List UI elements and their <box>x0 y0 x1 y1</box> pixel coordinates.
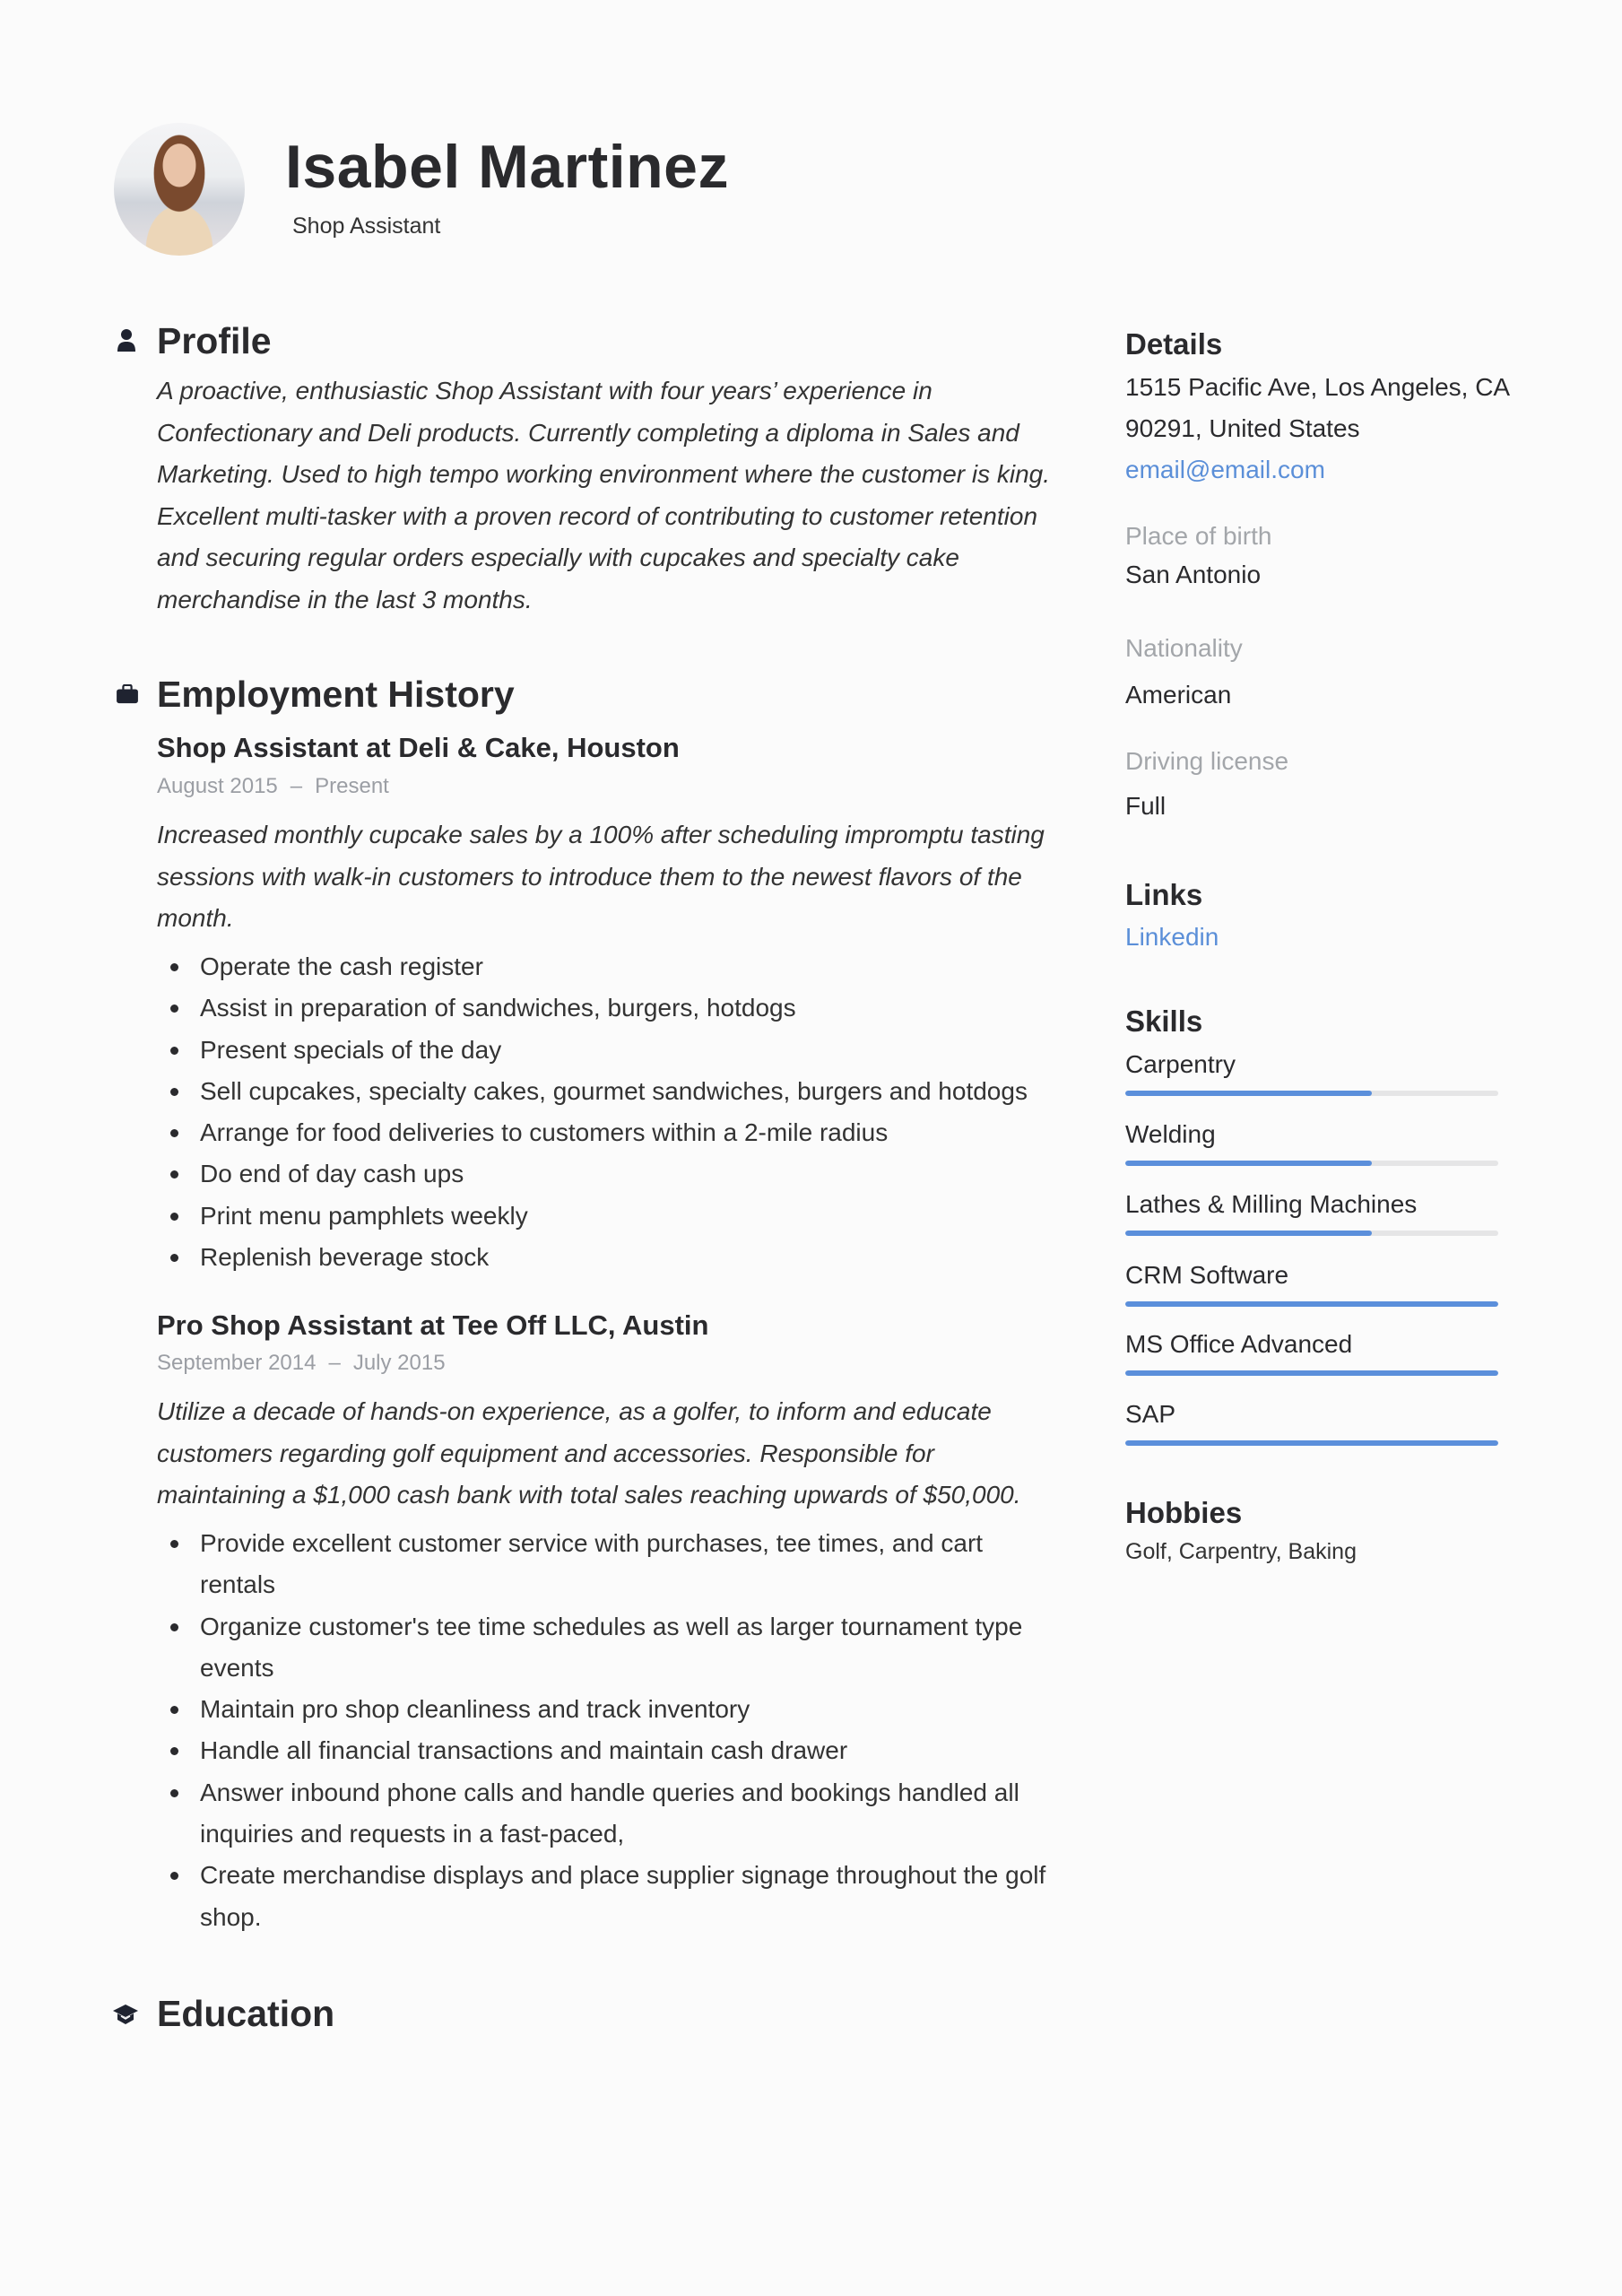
details-heading: Details <box>1125 327 1223 361</box>
section-heading-education: Education <box>157 1993 335 2034</box>
linkedin-link[interactable]: Linkedin <box>1125 923 1219 951</box>
place-of-birth-value: San Antonio <box>1125 561 1262 588</box>
job-start-date: August 2015 <box>157 774 278 798</box>
list-item: Sell cupcakes, specialty cakes, gourmet sandwiches, burgers and hotdogs <box>157 1071 1063 1112</box>
skill-level-bar <box>1125 1301 1498 1307</box>
address-line-1: 1515 Pacific Ave, Los Angeles, CA <box>1125 373 1511 401</box>
skill-name: Welding <box>1125 1120 1216 1148</box>
list-item: Arrange for food deliveries to customers within a 2-mile radius <box>157 1112 1063 1153</box>
person-icon <box>117 328 141 358</box>
nationality-label: Nationality <box>1125 634 1243 662</box>
job-start-date: September 2014 <box>157 1351 317 1375</box>
job-entry-summary: Utilize a decade of hands-on experience, as a golfer, to inform and educate customers regarding golf equipment and accessories. Responsible for maintaining a $1,000 cash bank with total sales reaching upwards of $50,000. <box>157 1397 1021 1509</box>
skill-level-bar <box>1125 1440 1498 1446</box>
skill-level-fill <box>1125 1231 1372 1236</box>
skill-level-fill <box>1125 1301 1498 1307</box>
place-of-birth-label: Place of birth <box>1125 522 1272 550</box>
job-entry-dates <box>157 776 389 797</box>
list-item: Replenish beverage stock <box>157 1237 1063 1278</box>
skills-heading: Skills <box>1125 1004 1203 1038</box>
section-heading-employment: Employment History <box>157 674 515 715</box>
date-separator: – <box>328 1351 341 1375</box>
skill-name: Carpentry <box>1125 1050 1236 1078</box>
driving-license-label: Driving license <box>1125 747 1289 775</box>
hobbies-heading: Hobbies <box>1125 1496 1243 1529</box>
skill-name: SAP <box>1125 1400 1176 1428</box>
skill-level-bar <box>1125 1161 1498 1166</box>
skill-level-fill <box>1125 1440 1498 1446</box>
skill-level-bar <box>1125 1091 1498 1096</box>
date-separator: – <box>290 774 303 798</box>
job-end-date: July 2015 <box>352 1351 446 1375</box>
section-heading-profile: Profile <box>157 320 272 361</box>
list-item: Create merchandise displays and place supplier signage throughout the golf shop. <box>157 1855 1063 1938</box>
skill-level-bar <box>1125 1231 1498 1236</box>
job-entry-duties <box>157 1523 1063 1938</box>
list-item: Assist in preparation of sandwiches, burgers, hotdogs <box>157 987 1063 1029</box>
address-line-2: 90291, United States <box>1125 414 1360 442</box>
job-entry-title: Pro Shop Assistant at Tee Off LLC, Austin <box>157 1309 709 1341</box>
skill-name: MS Office Advanced <box>1125 1330 1353 1358</box>
profile-summary: A proactive, enthusiastic Shop Assistant with four years’ experience in Confectionary and Deli products. Currently completing a diploma in Sales and Marketing. Used to high tempo working environment where the customer is king. Excellent multi-tasker with a proven record of contributing to customer retention and securing regular orders especially with cupcakes and specialty cake merchandise in the last 3 months. <box>157 377 1051 613</box>
skill-level-fill <box>1125 1161 1372 1166</box>
list-item: Present specials of the day <box>157 1030 1063 1071</box>
job-entry-summary: Increased monthly cupcake sales by a 100% after scheduling impromptu tasting sessions with walk-in customers to introduce them to the newest flavors of the month. <box>157 821 1045 932</box>
list-item: Maintain pro shop cleanliness and track inventory <box>157 1689 1063 1730</box>
skill-level-bar <box>1125 1370 1498 1376</box>
job-entry-duties <box>157 946 1063 1278</box>
list-item: Provide excellent customer service with purchases, tee times, and cart rentals <box>157 1523 1063 1606</box>
list-item: Print menu pamphlets weekly <box>157 1196 1063 1237</box>
list-item: Operate the cash register <box>157 946 1063 987</box>
list-item: Organize customer's tee time schedules as well as larger tournament type events <box>157 1606 1063 1690</box>
job-entry-title: Shop Assistant at Deli & Cake, Houston <box>157 732 680 763</box>
hobbies-list: Golf, Carpentry, Baking <box>1125 1539 1357 1564</box>
avatar <box>114 123 245 256</box>
skill-name: CRM Software <box>1125 1261 1289 1289</box>
list-item: Answer inbound phone calls and handle queries and bookings handled all inquiries and requests in a fast-paced, <box>157 1772 1063 1856</box>
job-entry-dates <box>157 1352 446 1374</box>
graduation-cap-icon <box>113 2004 138 2030</box>
address <box>1125 367 1556 449</box>
list-item: Do end of day cash ups <box>157 1153 1063 1195</box>
skill-name: Lathes & Milling Machines <box>1125 1190 1418 1218</box>
briefcase-icon <box>117 684 138 709</box>
list-item: Handle all financial transactions and maintain cash drawer <box>157 1730 1063 1771</box>
nationality-value: American <box>1125 681 1232 709</box>
skill-level-fill <box>1125 1370 1498 1376</box>
driving-license-value: Full <box>1125 792 1167 820</box>
email-link[interactable]: email@email.com <box>1125 456 1325 483</box>
links-heading: Links <box>1125 878 1203 911</box>
candidate-name: Isabel Martinez <box>285 133 729 201</box>
skill-level-fill <box>1125 1091 1372 1096</box>
job-end-date: Present <box>315 774 389 798</box>
job-title: Shop Assistant <box>292 213 441 239</box>
